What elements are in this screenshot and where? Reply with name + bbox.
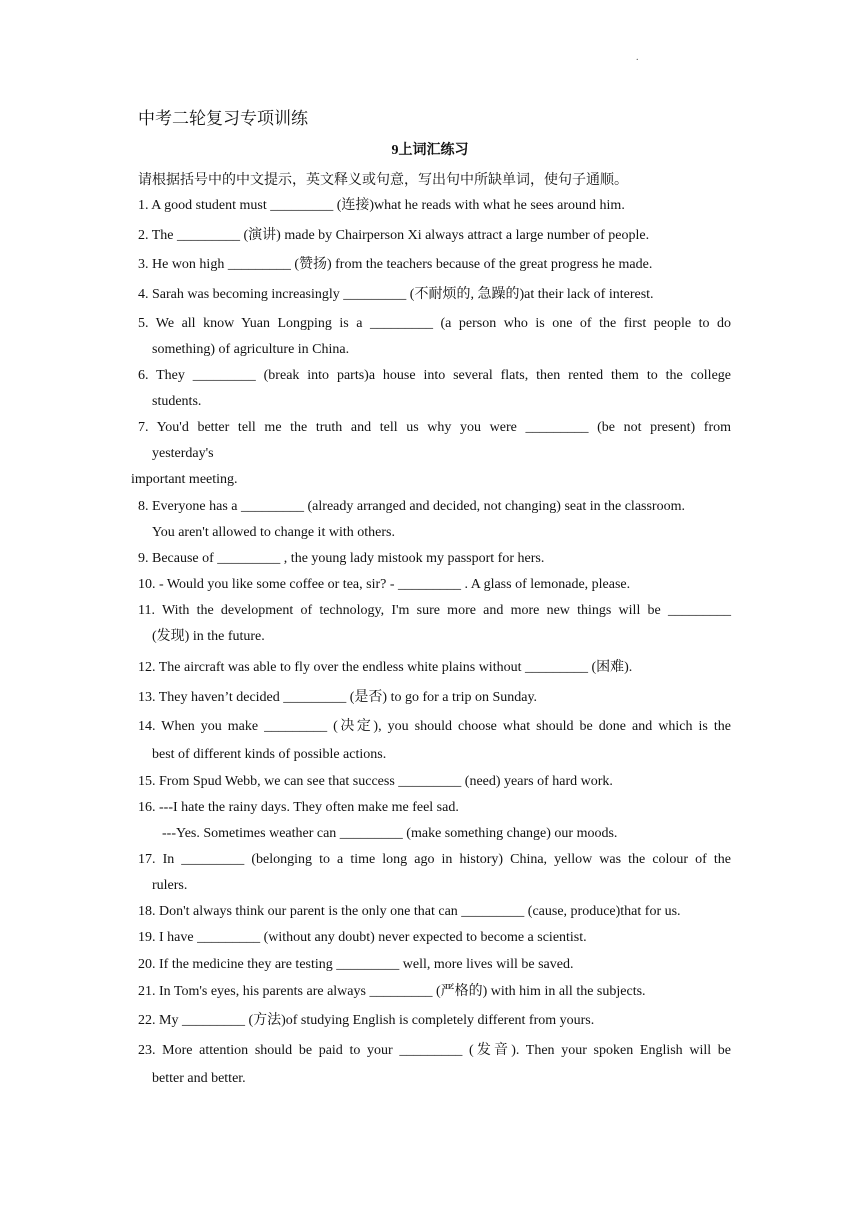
question-line: 12. The aircraft was able to fly over the endless white plains without _________ (困难). <box>138 660 633 675</box>
question-line: 6. They _________ (break into parts)a house into several flats, then rented them to the college <box>138 368 731 383</box>
question-7 <box>131 415 731 493</box>
question-line: 8. Everyone has a _________ (already arranged and decided, not changing) seat in the classroom. <box>138 499 685 514</box>
question-3 <box>138 252 731 278</box>
question-line: 14. When you make _________ (决定), you should choose what should be done and which is the <box>138 719 731 734</box>
page-dot: . <box>636 52 639 63</box>
question-17 <box>138 847 731 899</box>
question-line: rulers. <box>152 878 188 893</box>
page-title: 9上词汇练习 <box>391 143 469 158</box>
page-header: 中考二轮复习专项训练 <box>138 109 308 128</box>
question-22 <box>138 1008 731 1034</box>
question-line: best of different kinds of possible actions. <box>152 747 387 762</box>
question-line: 20. If the medicine they are testing _________ well, more lives will be saved. <box>138 957 574 972</box>
question-line: better and better. <box>152 1071 246 1086</box>
question-6 <box>138 363 731 415</box>
question-8 <box>138 494 731 546</box>
question-line: ---Yes. Sometimes weather can _________ (make something change) our moods. <box>162 826 618 841</box>
question-11 <box>138 598 731 650</box>
question-line: 17. In _________ (belonging to a time long ago in history) China, yellow was the colour of the <box>138 852 731 867</box>
question-5 <box>138 311 731 363</box>
question-line: 16. ---I hate the rainy days. They often make me feel sad. <box>138 800 459 815</box>
question-15 <box>138 769 731 795</box>
question-21 <box>138 979 731 1005</box>
question-line: 21. In Tom's eyes, his parents are always _________ (严格的) with him in all the subjects. <box>138 984 646 999</box>
question-line: something) of agriculture in China. <box>152 342 350 357</box>
question-line: 3. He won high _________ (赞扬) from the teachers because of the great progress he made. <box>138 257 653 272</box>
question-line: You aren't allowed to change it with others. <box>152 525 395 540</box>
question-19 <box>138 925 731 951</box>
question-line: 13. They haven’t decided _________ (是否) to go for a trip on Sunday. <box>138 690 538 705</box>
question-23 <box>138 1038 731 1092</box>
question-9 <box>138 546 731 572</box>
question-2 <box>138 223 731 249</box>
question-13 <box>138 685 731 711</box>
question-line: 7. You'd better tell me the truth and tell us why you were _________ (be not present) from <box>138 420 731 435</box>
question-line: 18. Don't always think our parent is the only one that can _________ (cause, produce)that for us. <box>138 904 681 919</box>
question-line: students. <box>152 394 202 409</box>
question-line: 15. From Spud Webb, we can see that success _________ (need) years of hard work. <box>138 774 613 789</box>
question-16 <box>138 795 731 847</box>
question-4 <box>138 282 731 308</box>
instructions: 请根据括号中的中文提示，英文释义或句意，写出句中所缺单词，使句子通顺。 <box>138 173 628 188</box>
question-line: 9. Because of _________ , the young lady mistook my passport for hers. <box>138 551 545 566</box>
question-line: yesterday's <box>152 446 214 461</box>
question-line: 10. - Would you like some coffee or tea, sir? - _________ . A glass of lemonade, please. <box>138 577 631 592</box>
question-1 <box>138 193 731 219</box>
question-line: 11. With the development of technology, I'm sure more and more new things will be _________ <box>138 603 731 618</box>
question-line: 5. We all know Yuan Longping is a _________ (a person who is one of the first people to do <box>138 316 731 331</box>
question-14 <box>138 714 731 768</box>
question-line: 1. A good student must _________ (连接)what he reads with what he sees around him. <box>138 198 625 213</box>
question-18 <box>138 899 731 925</box>
question-12 <box>138 655 731 681</box>
question-10 <box>138 572 731 598</box>
question-line: 22. My _________ (方法)of studying English is completely different from yours. <box>138 1013 595 1028</box>
question-line: 23. More attention should be paid to your _________ (发音). Then your spoken English will be <box>138 1043 731 1058</box>
question-line: 2. The _________ (演讲) made by Chairperson Xi always attract a large number of people. <box>138 228 650 243</box>
question-line: 19. I have _________ (without any doubt) never expected to become a scientist. <box>138 930 587 945</box>
question-line: 4. Sarah was becoming increasingly _________ (不耐烦的, 急躁的)at their lack of interest. <box>138 287 654 302</box>
question-line: (发现) in the future. <box>152 629 265 644</box>
question-20 <box>138 952 731 978</box>
question-line: important meeting. <box>131 472 238 487</box>
